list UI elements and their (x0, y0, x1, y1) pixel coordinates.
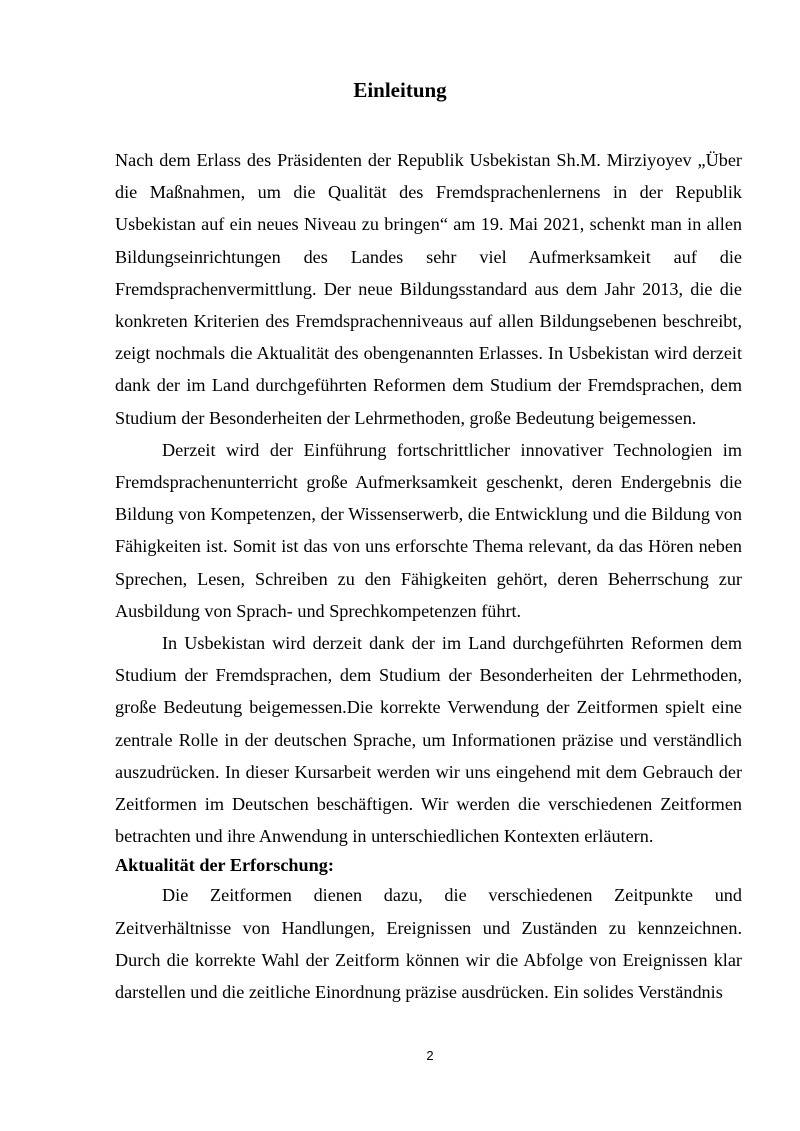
page-number: 2 (426, 1048, 434, 1063)
section-heading: Aktualität der Erforschung: (115, 855, 334, 876)
paragraph-2: Derzeit wird der Einführung fortschrittlicher innovativer Technologien im Fremdsprachenunterricht große Aufmerksamkeit geschenkt, deren Endergebnis die Bildung von Kompetenzen, der Wissenserwerb, die Entwicklung und die Bildung von Fähigkeiten ist. Somit ist das von uns erforschte Thema relevant, da das Hören neben Sprechen, Lesen, Schreiben zu den Fähigkeiten gehört, deren Beherrschung zur Ausbildung von Sprach- und Sprechkompetenzen führt. (115, 439, 742, 621)
page-title: Einleitung (353, 78, 447, 102)
section-paragraph: Die Zeitformen dienen dazu, die verschiedenen Zeitpunkte und Zeitverhältnisse von Handlungen, Ereignissen und Zuständen zu kennzeichnen. Durch die korrekte Wahl der Zeitform können wir die Abfolge von Ereignissen klar darstellen und die zeitliche Einordnung präzise ausdrücken. Ein solides Verständnis (115, 885, 742, 1003)
paragraph-1: Nach dem Erlass des Präsidenten der Republik Usbekistan Sh.M. Mirziyoyev „Über die Maßnahmen, um die Qualität des Fremdsprachenlernens in der Republik Usbekistan auf ein neues Niveau zu bringen“ am 19. Mai 2021, schenkt man in allen Bildungseinrichtungen des Landes sehr viel Aufmerksamkeit auf die Fremdsprachenvermittlung. Der neue Bildungsstandard aus dem Jahr 2013, die die konkreten Kriterien des Fremdsprachenniveaus auf allen Bildungsebenen beschreibt, zeigt nochmals die Aktualität des obengenannten Erlasses. In Usbekistan wird derzeit dank der im Land durchgeführten Reformen dem Studium der Fremdsprachen, dem Studium der Besonderheiten der Lehrmethoden, große Bedeutung beigemessen. (115, 150, 742, 428)
paragraph-3: In Usbekistan wird derzeit dank der im Land durchgeführten Reformen dem Studium der Fremdsprachen, dem Studium der Besonderheiten der Lehrmethoden, große Bedeutung beigemessen.Die korrekte Verwendung der Zeitformen spielt eine zentrale Rolle in der deutschen Sprache, um Informationen präzise und verständlich auszudrücken. In dieser Kursarbeit werden wir uns eingehend mit dem Gebrauch der Zeitformen im Deutschen beschäftigen. Wir werden die verschiedenen Zeitformen betrachten und ihre Anwendung in unterschiedlichen Kontexten erläutern. (115, 633, 742, 847)
document-body (115, 144, 742, 1008)
